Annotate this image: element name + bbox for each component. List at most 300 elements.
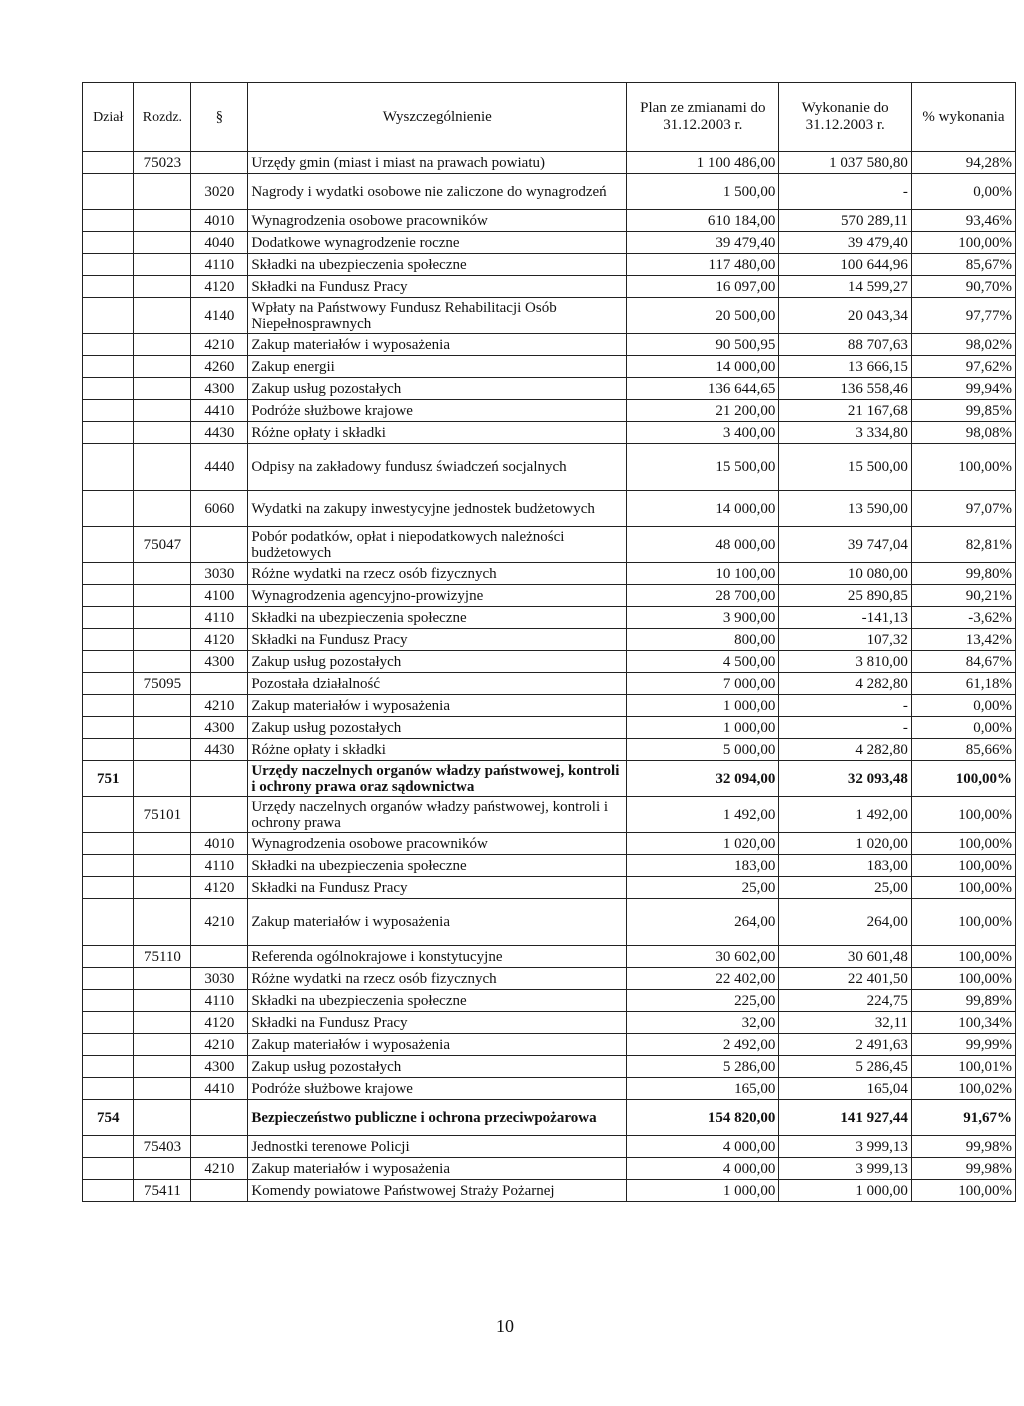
table-row: [83, 210, 1016, 232]
table-row: [83, 1180, 1016, 1202]
cell-procent: 61,18%: [911, 673, 1015, 695]
cell-dzial: 751: [83, 761, 134, 797]
cell-paragraf: 4300: [191, 717, 248, 739]
cell-procent: 0,00%: [911, 174, 1015, 210]
cell-wykonanie: 5 286,45: [779, 1056, 912, 1078]
cell-wyszczegolnienie: Różne wydatki na rzecz osób fizycznych: [248, 968, 627, 990]
table-row: [83, 1034, 1016, 1056]
cell-plan: 32,00: [627, 1012, 779, 1034]
table-row: [83, 334, 1016, 356]
cell-wyszczegolnienie: Składki na Fundusz Pracy: [248, 1012, 627, 1034]
table-row: [83, 968, 1016, 990]
cell-wykonanie: 14 599,27: [779, 276, 912, 298]
cell-wykonanie: 141 927,44: [779, 1100, 912, 1136]
cell-dzial: [83, 1056, 134, 1078]
cell-rozdzial: [134, 378, 191, 400]
cell-plan: 28 700,00: [627, 585, 779, 607]
cell-wyszczegolnienie: Zakup usług pozostałych: [248, 651, 627, 673]
cell-rozdzial: [134, 717, 191, 739]
cell-rozdzial: [134, 695, 191, 717]
cell-paragraf: 4430: [191, 739, 248, 761]
cell-dzial: [83, 629, 134, 651]
cell-paragraf: 4210: [191, 1158, 248, 1180]
cell-wyszczegolnienie: Odpisy na zakładowy fundusz świadczeń socjalnych: [248, 444, 627, 491]
cell-wykonanie: 570 289,11: [779, 210, 912, 232]
cell-wykonanie: 3 810,00: [779, 651, 912, 673]
table-row: [83, 356, 1016, 378]
cell-wykonanie: 1 000,00: [779, 1180, 912, 1202]
header-wykonanie: Wykonanie do 31.12.2003 r.: [779, 83, 912, 152]
cell-paragraf: 3030: [191, 968, 248, 990]
cell-plan: 1 000,00: [627, 695, 779, 717]
cell-paragraf: [191, 1136, 248, 1158]
table-row: [83, 877, 1016, 899]
cell-plan: 4 000,00: [627, 1158, 779, 1180]
cell-dzial: [83, 444, 134, 491]
cell-plan: 610 184,00: [627, 210, 779, 232]
cell-procent: 100,00%: [911, 833, 1015, 855]
header-plan: Plan ze zmianami do 31.12.2003 r.: [627, 83, 779, 152]
cell-wykonanie: 1 492,00: [779, 797, 912, 833]
cell-wyszczegolnienie: Zakup materiałów i wyposażenia: [248, 1034, 627, 1056]
cell-rozdzial: [134, 1034, 191, 1056]
cell-paragraf: 3020: [191, 174, 248, 210]
cell-wyszczegolnienie: Pozostała działalność: [248, 673, 627, 695]
cell-plan: 165,00: [627, 1078, 779, 1100]
cell-wykonanie: 25 890,85: [779, 585, 912, 607]
cell-wykonanie: 3 999,13: [779, 1158, 912, 1180]
cell-wyszczegolnienie: Składki na Fundusz Pracy: [248, 276, 627, 298]
cell-plan: 800,00: [627, 629, 779, 651]
cell-rozdzial: [134, 968, 191, 990]
table-row: [83, 174, 1016, 210]
cell-plan: 5 000,00: [627, 739, 779, 761]
cell-wyszczegolnienie: Różne wydatki na rzecz osób fizycznych: [248, 563, 627, 585]
cell-dzial: [83, 378, 134, 400]
cell-dzial: [83, 298, 134, 334]
cell-procent: 100,00%: [911, 761, 1015, 797]
cell-dzial: [83, 946, 134, 968]
cell-rozdzial: [134, 1056, 191, 1078]
cell-dzial: [83, 797, 134, 833]
cell-paragraf: [191, 1100, 248, 1136]
cell-wykonanie: 4 282,80: [779, 739, 912, 761]
cell-wykonanie: 183,00: [779, 855, 912, 877]
cell-wyszczegolnienie: Wynagrodzenia agencyjno-prowizyjne: [248, 585, 627, 607]
cell-paragraf: 3030: [191, 563, 248, 585]
cell-procent: 90,21%: [911, 585, 1015, 607]
cell-plan: 136 644,65: [627, 378, 779, 400]
cell-procent: 100,00%: [911, 877, 1015, 899]
cell-wyszczegolnienie: Składki na ubezpieczenia społeczne: [248, 254, 627, 276]
cell-wyszczegolnienie: Wynagrodzenia osobowe pracowników: [248, 833, 627, 855]
cell-plan: 1 020,00: [627, 833, 779, 855]
table-row: [83, 1100, 1016, 1136]
cell-rozdzial: [134, 174, 191, 210]
table-row: [83, 444, 1016, 491]
table-row: [83, 946, 1016, 968]
cell-dzial: [83, 855, 134, 877]
table-row: [83, 607, 1016, 629]
table-row: [83, 298, 1016, 334]
cell-paragraf: 4110: [191, 607, 248, 629]
table-row: [83, 152, 1016, 174]
cell-plan: 264,00: [627, 899, 779, 946]
cell-paragraf: 4300: [191, 378, 248, 400]
cell-rozdzial: [134, 1100, 191, 1136]
cell-procent: 94,28%: [911, 152, 1015, 174]
cell-dzial: [83, 899, 134, 946]
cell-dzial: [83, 717, 134, 739]
cell-paragraf: 4120: [191, 877, 248, 899]
cell-wyszczegolnienie: Zakup materiałów i wyposażenia: [248, 695, 627, 717]
cell-plan: 1 100 486,00: [627, 152, 779, 174]
cell-wyszczegolnienie: Wydatki na zakupy inwestycyjne jednostek budżetowych: [248, 491, 627, 527]
cell-rozdzial: [134, 444, 191, 491]
table-row: [83, 422, 1016, 444]
cell-procent: 99,85%: [911, 400, 1015, 422]
cell-paragraf: 4300: [191, 1056, 248, 1078]
cell-paragraf: 4010: [191, 210, 248, 232]
cell-procent: 100,00%: [911, 899, 1015, 946]
cell-dzial: [83, 833, 134, 855]
cell-paragraf: 4300: [191, 651, 248, 673]
cell-rozdzial: [134, 739, 191, 761]
cell-procent: 97,77%: [911, 298, 1015, 334]
table-row: [83, 400, 1016, 422]
table-row: [83, 855, 1016, 877]
cell-rozdzial: [134, 563, 191, 585]
budget-table: [82, 82, 1016, 1202]
cell-rozdzial: [134, 761, 191, 797]
cell-paragraf: [191, 673, 248, 695]
cell-dzial: [83, 152, 134, 174]
cell-rozdzial: [134, 1158, 191, 1180]
cell-rozdzial: [134, 334, 191, 356]
cell-dzial: [83, 422, 134, 444]
cell-rozdzial: [134, 298, 191, 334]
cell-dzial: [83, 877, 134, 899]
cell-procent: 98,08%: [911, 422, 1015, 444]
cell-wyszczegolnienie: Nagrody i wydatki osobowe nie zaliczone do wynagrodzeń: [248, 174, 627, 210]
cell-dzial: 754: [83, 1100, 134, 1136]
header-row: [83, 83, 1016, 152]
cell-wykonanie: 100 644,96: [779, 254, 912, 276]
cell-wykonanie: 25,00: [779, 877, 912, 899]
cell-procent: 82,81%: [911, 527, 1015, 563]
cell-paragraf: 4040: [191, 232, 248, 254]
cell-procent: 99,89%: [911, 990, 1015, 1012]
cell-wyszczegolnienie: Różne opłaty i składki: [248, 739, 627, 761]
cell-wyszczegolnienie: Zakup materiałów i wyposażenia: [248, 899, 627, 946]
cell-wykonanie: 32,11: [779, 1012, 912, 1034]
header-dzial: Dział: [83, 83, 134, 152]
header-rozdzial: Rozdz.: [134, 83, 191, 152]
cell-rozdzial: [134, 855, 191, 877]
cell-wykonanie: 2 491,63: [779, 1034, 912, 1056]
cell-dzial: [83, 673, 134, 695]
cell-procent: 100,00%: [911, 968, 1015, 990]
cell-wyszczegolnienie: Różne opłaty i składki: [248, 422, 627, 444]
cell-dzial: [83, 695, 134, 717]
cell-dzial: [83, 1078, 134, 1100]
cell-procent: 85,66%: [911, 739, 1015, 761]
cell-rozdzial: [134, 629, 191, 651]
cell-rozdzial: [134, 422, 191, 444]
cell-wyszczegolnienie: Komendy powiatowe Państwowej Straży Pożarnej: [248, 1180, 627, 1202]
cell-wyszczegolnienie: Urzędy naczelnych organów władzy państwowej, kontroli i ochrony prawa: [248, 797, 627, 833]
cell-wykonanie: -141,13: [779, 607, 912, 629]
table-row: [83, 563, 1016, 585]
table-row: [83, 717, 1016, 739]
cell-plan: 25,00: [627, 877, 779, 899]
cell-plan: 3 400,00: [627, 422, 779, 444]
cell-dzial: [83, 400, 134, 422]
table-row: [83, 527, 1016, 563]
cell-rozdzial: 75047: [134, 527, 191, 563]
cell-plan: 21 200,00: [627, 400, 779, 422]
cell-procent: 100,00%: [911, 1180, 1015, 1202]
cell-wyszczegolnienie: Urzędy naczelnych organów władzy państwowej, kontroli i ochrony prawa oraz sądownictwa: [248, 761, 627, 797]
cell-plan: 90 500,95: [627, 334, 779, 356]
cell-plan: 1 500,00: [627, 174, 779, 210]
cell-paragraf: 4410: [191, 1078, 248, 1100]
cell-dzial: [83, 563, 134, 585]
cell-wykonanie: 30 601,48: [779, 946, 912, 968]
cell-wyszczegolnienie: Zakup usług pozostałych: [248, 717, 627, 739]
table-row: [83, 629, 1016, 651]
cell-plan: 1 492,00: [627, 797, 779, 833]
cell-rozdzial: [134, 1078, 191, 1100]
cell-wykonanie: 88 707,63: [779, 334, 912, 356]
cell-wykonanie: 224,75: [779, 990, 912, 1012]
cell-rozdzial: [134, 210, 191, 232]
cell-procent: 100,00%: [911, 232, 1015, 254]
cell-wyszczegolnienie: Wynagrodzenia osobowe pracowników: [248, 210, 627, 232]
cell-dzial: [83, 527, 134, 563]
cell-plan: 7 000,00: [627, 673, 779, 695]
cell-procent: 99,98%: [911, 1136, 1015, 1158]
cell-wykonanie: 21 167,68: [779, 400, 912, 422]
cell-wyszczegolnienie: Pobór podatków, opłat i niepodatkowych należności budżetowych: [248, 527, 627, 563]
table-row: [83, 899, 1016, 946]
cell-wykonanie: 10 080,00: [779, 563, 912, 585]
cell-wyszczegolnienie: Składki na ubezpieczenia społeczne: [248, 855, 627, 877]
cell-paragraf: [191, 946, 248, 968]
cell-plan: 2 492,00: [627, 1034, 779, 1056]
cell-paragraf: [191, 152, 248, 174]
cell-paragraf: 4120: [191, 276, 248, 298]
cell-dzial: [83, 174, 134, 210]
table-row: [83, 585, 1016, 607]
cell-dzial: [83, 1180, 134, 1202]
cell-dzial: [83, 651, 134, 673]
cell-wykonanie: 20 043,34: [779, 298, 912, 334]
cell-procent: 100,02%: [911, 1078, 1015, 1100]
cell-plan: 48 000,00: [627, 527, 779, 563]
cell-dzial: [83, 607, 134, 629]
cell-procent: 99,94%: [911, 378, 1015, 400]
cell-rozdzial: [134, 899, 191, 946]
table-row: [83, 1056, 1016, 1078]
cell-paragraf: [191, 527, 248, 563]
cell-procent: 100,34%: [911, 1012, 1015, 1034]
cell-procent: 99,99%: [911, 1034, 1015, 1056]
cell-rozdzial: [134, 833, 191, 855]
cell-plan: 22 402,00: [627, 968, 779, 990]
cell-wykonanie: 22 401,50: [779, 968, 912, 990]
cell-wykonanie: 107,32: [779, 629, 912, 651]
cell-rozdzial: [134, 276, 191, 298]
cell-dzial: [83, 210, 134, 232]
cell-dzial: [83, 232, 134, 254]
table-row: [83, 673, 1016, 695]
cell-dzial: [83, 1034, 134, 1056]
cell-wykonanie: 1 020,00: [779, 833, 912, 855]
cell-plan: 14 000,00: [627, 356, 779, 378]
cell-paragraf: 4210: [191, 334, 248, 356]
table-row: [83, 276, 1016, 298]
cell-wykonanie: 39 747,04: [779, 527, 912, 563]
cell-plan: 10 100,00: [627, 563, 779, 585]
cell-dzial: [83, 356, 134, 378]
cell-plan: 4 500,00: [627, 651, 779, 673]
cell-rozdzial: [134, 651, 191, 673]
cell-plan: 15 500,00: [627, 444, 779, 491]
header-procent: % wykonania: [911, 83, 1015, 152]
cell-wyszczegolnienie: Urzędy gmin (miast i miast na prawach powiatu): [248, 152, 627, 174]
cell-wykonanie: 15 500,00: [779, 444, 912, 491]
cell-procent: 99,80%: [911, 563, 1015, 585]
cell-procent: 97,07%: [911, 491, 1015, 527]
cell-procent: 0,00%: [911, 717, 1015, 739]
cell-procent: 100,00%: [911, 444, 1015, 491]
cell-rozdzial: [134, 400, 191, 422]
cell-wyszczegolnienie: Referenda ogólnokrajowe i konstytucyjne: [248, 946, 627, 968]
cell-paragraf: 4410: [191, 400, 248, 422]
cell-wyszczegolnienie: Składki na ubezpieczenia społeczne: [248, 607, 627, 629]
cell-rozdzial: 75403: [134, 1136, 191, 1158]
cell-procent: 97,62%: [911, 356, 1015, 378]
page-number: 10: [496, 1316, 514, 1336]
cell-paragraf: [191, 1180, 248, 1202]
cell-dzial: [83, 968, 134, 990]
cell-wyszczegolnienie: Wpłaty na Państwowy Fundusz Rehabilitacji Osób Niepełnosprawnych: [248, 298, 627, 334]
cell-wyszczegolnienie: Bezpieczeństwo publiczne i ochrona przeciwpożarowa: [248, 1100, 627, 1136]
cell-procent: 0,00%: [911, 695, 1015, 717]
cell-procent: 100,01%: [911, 1056, 1015, 1078]
cell-rozdzial: 75095: [134, 673, 191, 695]
cell-wykonanie: 39 479,40: [779, 232, 912, 254]
cell-wykonanie: -: [779, 695, 912, 717]
cell-paragraf: 4430: [191, 422, 248, 444]
cell-procent: 85,67%: [911, 254, 1015, 276]
cell-dzial: [83, 585, 134, 607]
cell-plan: 183,00: [627, 855, 779, 877]
table-row: [83, 232, 1016, 254]
cell-procent: 84,67%: [911, 651, 1015, 673]
cell-plan: 225,00: [627, 990, 779, 1012]
cell-wykonanie: -: [779, 174, 912, 210]
cell-plan: 20 500,00: [627, 298, 779, 334]
table-row: [83, 833, 1016, 855]
cell-paragraf: 4100: [191, 585, 248, 607]
cell-dzial: [83, 491, 134, 527]
cell-wyszczegolnienie: Składki na Fundusz Pracy: [248, 629, 627, 651]
cell-procent: 98,02%: [911, 334, 1015, 356]
cell-wyszczegolnienie: Podróże służbowe krajowe: [248, 1078, 627, 1100]
cell-wyszczegolnienie: Zakup usług pozostałych: [248, 378, 627, 400]
cell-wyszczegolnienie: Podróże służbowe krajowe: [248, 400, 627, 422]
cell-wykonanie: 165,04: [779, 1078, 912, 1100]
cell-dzial: [83, 276, 134, 298]
cell-rozdzial: [134, 990, 191, 1012]
cell-procent: 100,00%: [911, 946, 1015, 968]
cell-paragraf: 4110: [191, 254, 248, 276]
cell-rozdzial: [134, 877, 191, 899]
cell-paragraf: 4440: [191, 444, 248, 491]
table-row: [83, 695, 1016, 717]
cell-wykonanie: 4 282,80: [779, 673, 912, 695]
cell-dzial: [83, 990, 134, 1012]
table-row: [83, 254, 1016, 276]
cell-plan: 1 000,00: [627, 717, 779, 739]
cell-procent: -3,62%: [911, 607, 1015, 629]
table-row: [83, 797, 1016, 833]
cell-rozdzial: [134, 356, 191, 378]
table-row: [83, 651, 1016, 673]
cell-wykonanie: 264,00: [779, 899, 912, 946]
cell-wykonanie: 13 590,00: [779, 491, 912, 527]
cell-procent: 90,70%: [911, 276, 1015, 298]
cell-wykonanie: 13 666,15: [779, 356, 912, 378]
cell-wyszczegolnienie: Jednostki terenowe Policji: [248, 1136, 627, 1158]
cell-procent: 100,00%: [911, 855, 1015, 877]
cell-wykonanie: 32 093,48: [779, 761, 912, 797]
table-row: [83, 378, 1016, 400]
cell-rozdzial: [134, 491, 191, 527]
cell-paragraf: 4260: [191, 356, 248, 378]
cell-wykonanie: -: [779, 717, 912, 739]
cell-rozdzial: 75411: [134, 1180, 191, 1202]
cell-rozdzial: [134, 1012, 191, 1034]
cell-wykonanie: 3 334,80: [779, 422, 912, 444]
cell-rozdzial: [134, 254, 191, 276]
cell-procent: 99,98%: [911, 1158, 1015, 1180]
cell-plan: 16 097,00: [627, 276, 779, 298]
cell-paragraf: 4120: [191, 629, 248, 651]
cell-wyszczegolnienie: Składki na ubezpieczenia społeczne: [248, 990, 627, 1012]
cell-paragraf: 4120: [191, 1012, 248, 1034]
table-row: [83, 990, 1016, 1012]
cell-procent: 93,46%: [911, 210, 1015, 232]
cell-paragraf: 4110: [191, 855, 248, 877]
cell-plan: 30 602,00: [627, 946, 779, 968]
table-row: [83, 491, 1016, 527]
cell-paragraf: [191, 761, 248, 797]
cell-paragraf: 4110: [191, 990, 248, 1012]
cell-plan: 14 000,00: [627, 491, 779, 527]
cell-rozdzial: [134, 607, 191, 629]
cell-wykonanie: 136 558,46: [779, 378, 912, 400]
cell-wyszczegolnienie: Zakup materiałów i wyposażenia: [248, 334, 627, 356]
cell-plan: 39 479,40: [627, 232, 779, 254]
cell-wyszczegolnienie: Składki na Fundusz Pracy: [248, 877, 627, 899]
table-row: [83, 1158, 1016, 1180]
table-row: [83, 761, 1016, 797]
cell-paragraf: 4210: [191, 1034, 248, 1056]
cell-procent: 13,42%: [911, 629, 1015, 651]
